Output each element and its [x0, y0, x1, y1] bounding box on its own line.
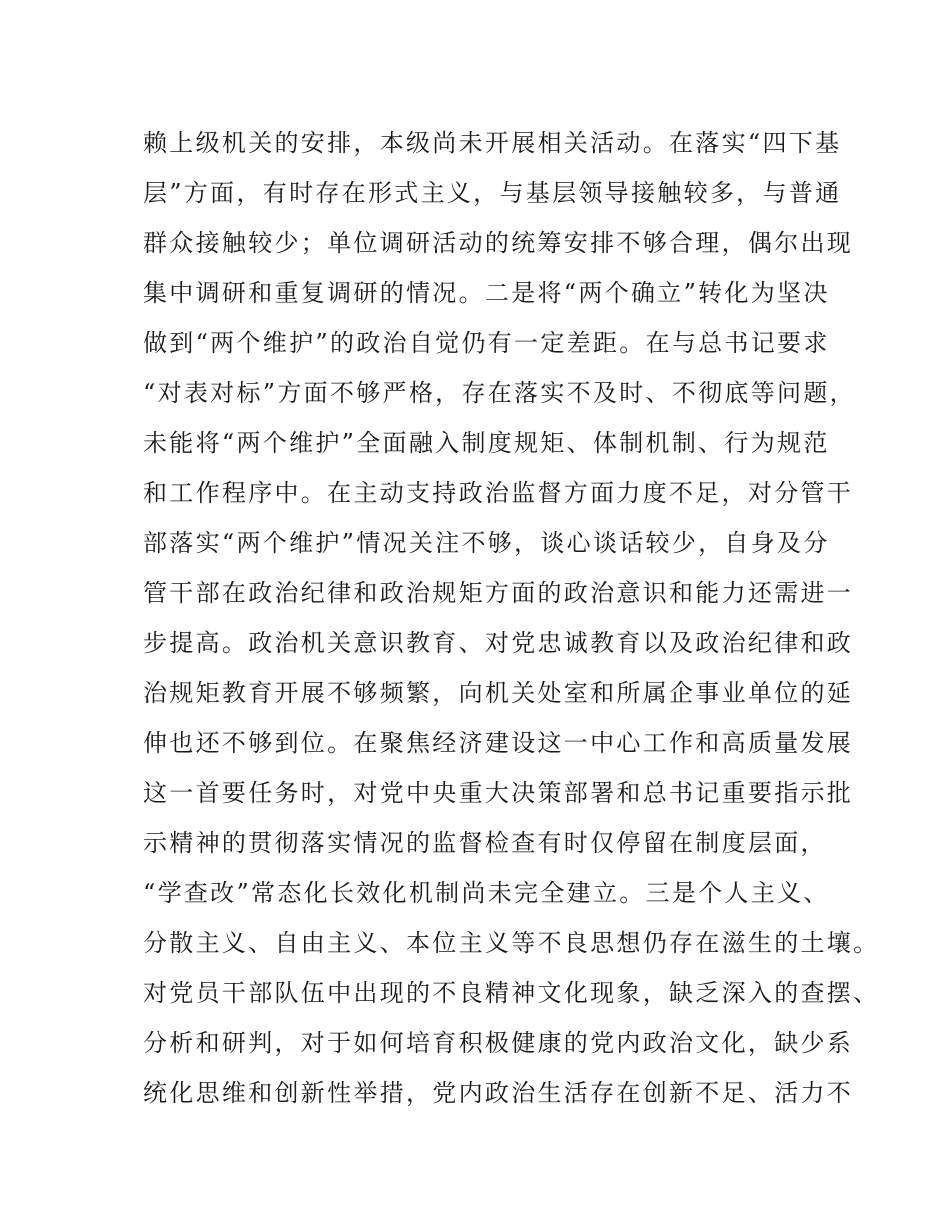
- text-line-17: 分散主义、自由主义、本位主义等不良思想仍存在滋生的土壤。: [143, 929, 880, 957]
- text-line-3: 群众接触较少；单位调研活动的统筹安排不够合理，偶尔出现: [143, 229, 854, 257]
- text-line-9: 部落实“两个维护”情况关注不够，谈心谈话较少，自身及分: [143, 529, 830, 557]
- text-line-19: 分析和研判，对于如何培育积极健康的党内政治文化，缺少系: [143, 1029, 854, 1057]
- text-line-18: 对党员干部队伍中出现的不良精神文化现象，缺乏深入的查摆、: [143, 979, 880, 1007]
- text-line-8: 和工作程序中。在主动支持政治监督方面力度不足，对分管干: [143, 479, 854, 507]
- text-line-6: “对表对标”方面不够严格，存在落实不及时、不彻底等问题，: [143, 379, 856, 407]
- text-line-7: 未能将“两个维护”全面融入制度规矩、体制机制、行为规范: [143, 429, 830, 457]
- body-text: [143, 124, 880, 1124]
- text-line-13: 伸也还不够到位。在聚焦经济建设这一中心工作和高质量发展: [143, 729, 854, 757]
- text-line-11: 步提高。政治机关意识教育、对党忠诚教育以及政治纪律和政: [143, 629, 854, 657]
- text-line-10: 管干部在政治纪律和政治规矩方面的政治意识和能力还需进一: [143, 579, 854, 607]
- text-line-20: 统化思维和创新性举措，党内政治生活存在创新不足、活力不: [143, 1079, 854, 1107]
- text-line-16: “学查改”常态化长效化机制尚未完全建立。三是个人主义、: [143, 879, 830, 907]
- text-line-4: 集中调研和重复调研的情况。二是将“两个确立”转化为坚决: [143, 279, 830, 307]
- text-line-12: 治规矩教育开展不够频繁，向机关处室和所属企事业单位的延: [143, 679, 854, 707]
- text-line-15: 示精神的贯彻落实情况的监督检查有时仅停留在制度层面，: [143, 829, 827, 857]
- text-line-14: 这一首要任务时，对党中央重大决策部署和总书记重要指示批: [143, 779, 854, 807]
- text-line-2: 层”方面，有时存在形式主义，与基层领导接触较多，与普通: [143, 179, 842, 207]
- text-line-5: 做到“两个维护”的政治自觉仍有一定差距。在与总书记要求: [143, 329, 830, 357]
- text-line-1: 赖上级机关的安排，本级尚未开展相关活动。在落实“四下基: [143, 129, 842, 157]
